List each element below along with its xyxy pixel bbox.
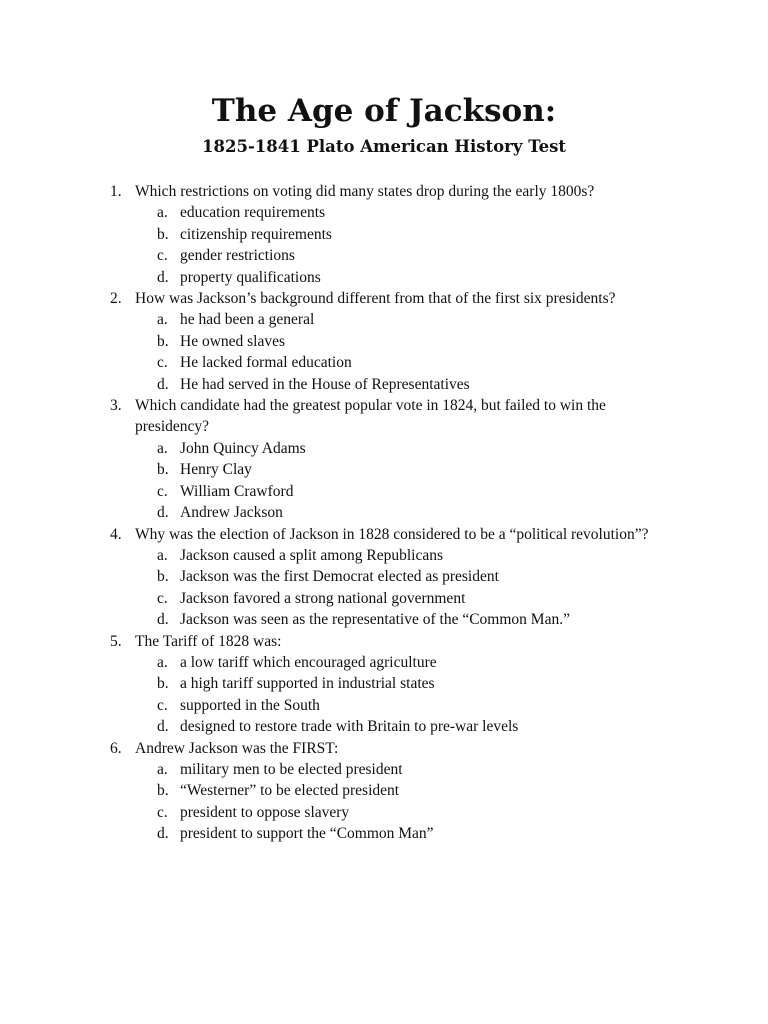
option-text: He had served in the House of Representatives [180,375,470,393]
option-letter: b. [157,675,169,693]
question-number: 4. [110,525,122,543]
option-letter: a. [157,311,168,329]
option-text: education requirements [180,204,326,222]
option-letter: b. [157,568,169,586]
question-text: The Tariff of 1828 was: [135,632,282,650]
question-number: 6. [110,739,122,757]
option-b [135,566,678,587]
option-letter: c. [157,589,168,607]
question-3 [0,395,768,523]
question-text: Which restrictions on voting did many states drop during the early 1800s? [135,183,595,200]
option-letter: c. [157,803,168,821]
option-text: John Quincy Adams [180,439,306,457]
option-text: Jackson caused a split among Republicans [180,546,444,564]
option-b [135,331,678,352]
option-letter: a. [157,546,168,564]
option-b [135,224,678,245]
option-text: a high tariff supported in industrial states [180,675,435,693]
question-text: How was Jackson’s background different from that of the first six presidents? [135,290,616,308]
option-b [135,673,678,694]
option-letter: c. [157,247,168,265]
question-text: Why was the election of Jackson in 1828 considered to be a “political revolution”? [135,525,649,543]
option-text: designed to restore trade with Britain to pre-war levels [180,718,519,736]
question-4 [0,524,768,631]
option-letter: d. [157,611,169,629]
option-a [135,652,678,673]
question-list [0,181,768,845]
option-text: Jackson was the first Democrat elected as president [180,568,499,586]
question-6 [0,738,768,845]
option-text: “Westerner” to be elected president [180,782,400,800]
option-letter: c. [157,482,168,500]
option-a [135,759,678,780]
option-d [135,267,678,288]
option-text: gender restrictions [180,247,295,265]
question-number: 3. [110,397,122,415]
option-letter: a. [157,439,168,457]
option-text: property qualifications [180,268,321,286]
option-text: Jackson was seen as the representative of the “Common Man.” [180,611,570,629]
option-c [135,352,678,373]
option-letter: d. [157,718,169,736]
option-text: he had been a general [180,311,315,329]
question-text: Which candidate had the greatest popular vote in 1824, but failed to win the presidency? [135,397,606,436]
option-b [135,780,678,801]
option-d [135,609,678,630]
option-b [135,459,678,480]
option-d [135,716,678,737]
question-text: Andrew Jackson was the FIRST: [135,739,339,757]
option-list [135,759,678,845]
page-title: The Age of Jackson: [211,93,557,129]
option-c [135,481,678,502]
question-5 [0,631,768,738]
option-d [135,374,678,395]
option-a [135,438,678,459]
option-text: a low tariff which encouraged agriculture [180,653,437,671]
question-number: 1. [110,183,122,200]
option-letter: b. [157,461,169,479]
option-a [135,202,678,223]
option-a [135,545,678,566]
option-letter: a. [157,653,168,671]
option-text: military men to be elected president [180,760,403,778]
option-text: supported in the South [180,696,320,714]
question-number: 2. [110,290,122,308]
option-c [135,245,678,266]
option-d [135,823,678,844]
option-letter: b. [157,225,169,243]
option-list [135,309,678,395]
option-text: He owned slaves [180,332,286,350]
option-text: William Crawford [180,482,294,500]
option-letter: c. [157,354,168,372]
page-subtitle: 1825-1841 Plato American History Test [202,137,566,156]
option-a [135,309,678,330]
option-letter: d. [157,825,169,843]
option-text: Andrew Jackson [180,504,283,522]
option-list [135,652,678,738]
option-letter: d. [157,268,169,286]
option-list [135,438,678,524]
option-letter: a. [157,760,168,778]
option-c [135,802,678,823]
question-1 [0,181,768,288]
option-letter: d. [157,504,169,522]
option-text: president to oppose slavery [180,803,350,821]
option-letter: b. [157,332,169,350]
question-2 [0,288,768,395]
question-number: 5. [110,632,122,650]
option-text: citizenship requirements [180,225,332,243]
option-d [135,502,678,523]
option-text: Henry Clay [180,461,252,479]
option-list [135,545,678,631]
option-text: He lacked formal education [180,354,352,372]
option-text: Jackson favored a strong national government [180,589,466,607]
option-letter: c. [157,696,168,714]
option-c [135,695,678,716]
option-letter: b. [157,782,169,800]
option-list [135,202,678,288]
option-letter: a. [157,204,168,222]
option-letter: d. [157,375,169,393]
option-c [135,588,678,609]
option-text: president to support the “Common Man” [180,825,434,843]
